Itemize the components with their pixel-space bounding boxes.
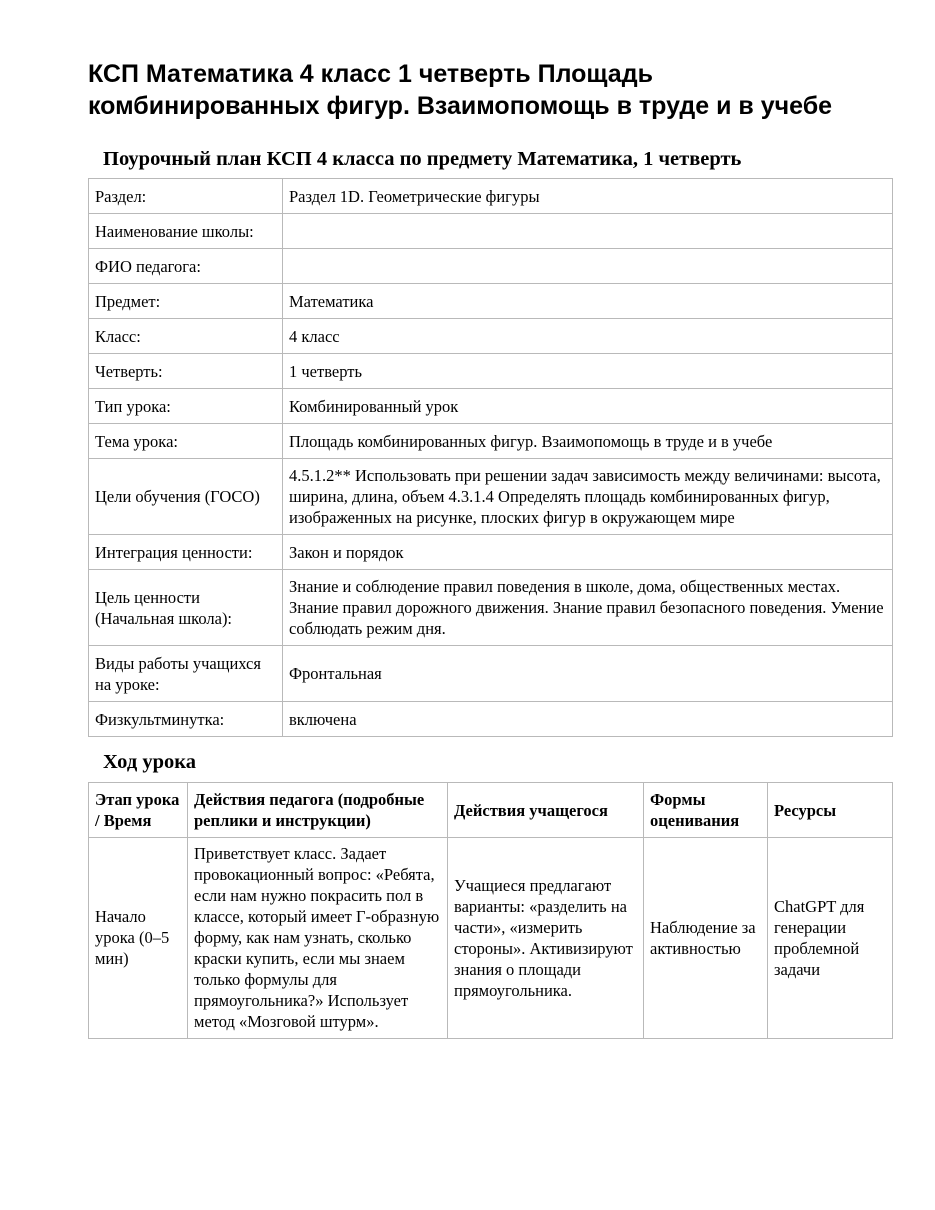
info-label-value-integration: Интеграция ценности:: [89, 535, 283, 570]
table-row: [89, 214, 893, 249]
cell-teacher-actions: Приветствует класс. Задает провокационный вопрос: «Ребята, если нам нужно покрасить пол в классе, который имеет Г-образную форму, как нам узнать, сколько краски купить, если мы знаем только формулы для прямоугольника?» Использует метод «Мозговой штурм».: [188, 838, 448, 1039]
document-page: [88, 58, 893, 1039]
cell-stage: Начало урока (0–5 мин): [89, 838, 188, 1039]
lesson-heading: Ход урока: [103, 751, 196, 773]
info-label-subject: Предмет:: [89, 284, 283, 319]
info-label-lesson-type: Тип урока:: [89, 389, 283, 424]
info-label-physical-break: Физкультминутка:: [89, 702, 283, 737]
column-header-resources: Ресурсы: [768, 783, 893, 838]
info-label-value-goal: Цель ценности (Начальная школа):: [89, 570, 283, 646]
info-label-work-types: Виды работы учащихся на уроке:: [89, 646, 283, 702]
table-row: [89, 646, 893, 702]
table-row: [89, 319, 893, 354]
table-row: [89, 389, 893, 424]
info-label-teacher: ФИО педагога:: [89, 249, 283, 284]
column-header-stage: Этап урока / Время: [89, 783, 188, 838]
table-row: [89, 354, 893, 389]
cell-assessment: Наблюдение за активностью: [644, 838, 768, 1039]
info-value-teacher: [283, 249, 893, 284]
info-label-school: Наименование школы:: [89, 214, 283, 249]
table-row: [89, 179, 893, 214]
cell-resources: ChatGPT для генерации проблемной задачи: [768, 838, 893, 1039]
info-value-lesson-type: Комбинированный урок: [283, 389, 893, 424]
column-header-teacher-actions: Действия педагога (подробные реплики и инструкции): [188, 783, 448, 838]
document-title: КСП Математика 4 класс 1 четверть Площадь комбинированных фигур. Взаимопомощь в труде и в учебе: [88, 60, 833, 120]
info-label-section: Раздел:: [89, 179, 283, 214]
info-label-topic: Тема урока:: [89, 424, 283, 459]
info-value-quarter: 1 четверть: [283, 354, 893, 389]
info-value-work-types: Фронтальная: [283, 646, 893, 702]
info-value-physical-break: включена: [283, 702, 893, 737]
info-value-grade: 4 класс: [283, 319, 893, 354]
table-row: [89, 702, 893, 737]
table-header-row: [89, 783, 893, 838]
plan-heading: Поурочный план КСП 4 класса по предмету Математика, 1 четверть: [103, 148, 742, 170]
cell-student-actions: Учащиеся предлагают варианты: «разделить на части», «измерить стороны». Активизируют знания о площади прямоугольника.: [448, 838, 644, 1039]
info-label-grade: Класс:: [89, 319, 283, 354]
table-row: [89, 838, 893, 1039]
table-row: [89, 284, 893, 319]
info-value-section: Раздел 1D. Геометрические фигуры: [283, 179, 893, 214]
table-row: [89, 459, 893, 535]
info-value-school: [283, 214, 893, 249]
table-row: [89, 424, 893, 459]
table-row: [89, 570, 893, 646]
column-header-student-actions: Действия учащегося: [448, 783, 644, 838]
column-header-assessment: Формы оценивания: [644, 783, 768, 838]
info-label-goals: Цели обучения (ГОСО): [89, 459, 283, 535]
lesson-table: [88, 782, 893, 1039]
info-value-goals: 4.5.1.2** Использовать при решении задач зависимость между величинами: высота, ширина, длина, объем 4.3.1.4 Определять площадь комбинированных фигур, изображенных на рисунке, плоских фигур в окружающем мире: [283, 459, 893, 535]
info-value-topic: Площадь комбинированных фигур. Взаимопомощь в труде и в учебе: [283, 424, 893, 459]
table-row: [89, 535, 893, 570]
info-value-value-goal: Знание и соблюдение правил поведения в школе, дома, общественных местах. Знание правил дорожного движения. Знание правил безопасного поведения. Умение соблюдать режим дня.: [283, 570, 893, 646]
info-value-subject: Математика: [283, 284, 893, 319]
table-row: [89, 249, 893, 284]
info-value-value-integration: Закон и порядок: [283, 535, 893, 570]
info-label-quarter: Четверть:: [89, 354, 283, 389]
info-table: [88, 178, 893, 737]
